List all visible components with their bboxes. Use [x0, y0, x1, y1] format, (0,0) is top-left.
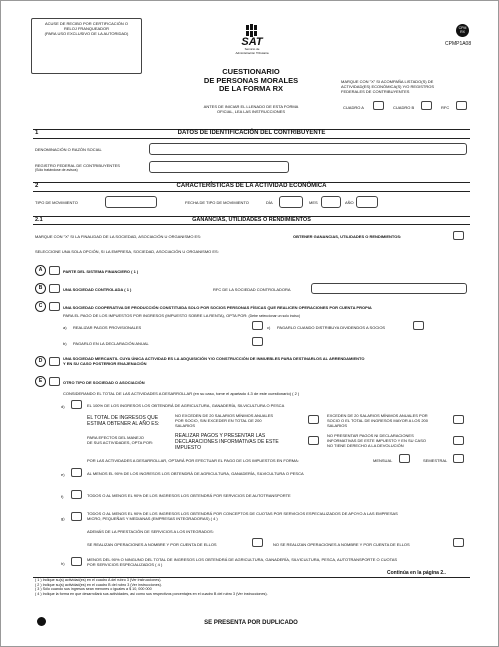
sub-d-exceden-checkbox[interactable] [453, 415, 464, 424]
section21-number: 2.1 [35, 217, 43, 223]
footer-duplicado: SE PRESENTA POR DUPLICADO [204, 620, 298, 626]
option-c-marker: C [35, 301, 46, 312]
section21-title: GANANCIAS, UTILIDADES O RENDIMIENTOS [192, 217, 311, 223]
ganancias-checkbox[interactable] [453, 231, 464, 240]
option-c-b-label: PAGARLO EN LA DECLARACIÓN ANUAL [73, 341, 149, 346]
sub-e-letter: e) [61, 472, 65, 477]
stamp-line2: RELOJ FRANQUEADOR [63, 26, 110, 31]
rfc-controladora-input[interactable] [311, 283, 467, 294]
mensual-checkbox[interactable] [399, 454, 410, 463]
footnote-4: ( 4 ) Indique la forma en que desarrollará sus actividades, así como sus respectivos porcentajes en el cuadro B del rubro 3 (Ver instrucciones). [35, 591, 268, 596]
mes-input[interactable] [321, 196, 341, 208]
option-c-checkbox[interactable] [49, 302, 60, 311]
mark-line3: FEDERALES DE CONTRIBUYENTES [341, 89, 410, 94]
dia-label: DÍA [266, 200, 273, 205]
footnotes [35, 578, 268, 596]
option-c-a-checkbox[interactable] [252, 321, 263, 330]
option-a-label: PARTE DEL SISTEMA FINANCIERO ( 1 ) [63, 269, 139, 274]
sub-d-noexceden1: NO EXCEDEN DE 20 SALARIOS MÍNIMOS ANUALES [175, 413, 274, 418]
sat-logo [232, 24, 272, 54]
cuadro-a-label: CUADRO A [343, 105, 364, 110]
rfc-input[interactable] [149, 161, 289, 173]
sub-d-exceden2: SOCIO O EL TOTAL DE INGRESOS MAYOR A LOS 200 [327, 418, 428, 423]
title-line3: DE LA FORMA RX [218, 84, 284, 93]
rfc-controladora-label: RFC DE LA SOCIEDAD CONTROLADORA [213, 287, 291, 292]
section2-number: 2 [35, 183, 39, 189]
sub-d-nopresentar1: NO PRESENTAR PAGOS NI DECLARACIONES [327, 433, 414, 438]
option-d-line2: Y EN SU CASO POSTERIOR ENAJENACIÓN [63, 361, 147, 366]
sub-d-exceden3: SALARIOS [327, 423, 348, 428]
rfc-field-label: REGISTRO FEDERAL DE CONTRIBUYENTES [35, 163, 120, 168]
option-c-label: UNA SOCIEDAD COOPERATIVA DE PRODUCCIÓN CONSTITUIDA SOLO POR SOCIOS PERSONAS FÍSICAS QUE REALICEN OPERACIONES POR CUENTA PROPIA [63, 305, 372, 310]
sub-d-nopresentar2: INFORMATIVAS DE ESTE IMPUESTO Y EN SU CASO [327, 438, 426, 443]
sub-h-line1: MENOS DEL 90% O NINGUNO DEL TOTAL DE INGRESOS LOS OBTENDRÁ DE AGRICULTURA, GANADERÍA, SILVICULTURA, PESCA, AUTOTRANSPORTE O CUOTAS [87, 557, 398, 562]
sub-d-realizar-checkbox[interactable] [308, 436, 319, 445]
semestral-checkbox[interactable] [453, 454, 464, 463]
rfc-field-note: (Sólo tratándose de avisos) [35, 168, 78, 172]
cuadro-b-checkbox[interactable] [421, 101, 432, 110]
dia-input[interactable] [279, 196, 303, 208]
option-e-marker: E [35, 376, 46, 387]
anio-input[interactable] [356, 196, 378, 208]
sub-d-label: EL 100% DE LOS INGRESOS LOS OBTENDRÁ DE AGRICULTURA, GANADERÍA, SILVICULTURA O PESCA [87, 403, 285, 408]
sub-d-noexceden-checkbox[interactable] [308, 415, 319, 424]
mensual-label: MENSUAL [373, 458, 393, 463]
footnote-1: ( 1 ) Indique su(s) actividad(es) en el cuadro A del rubro 3 (Ver instrucciones). [35, 578, 162, 582]
cuadro-b-label: CUADRO B [393, 105, 415, 110]
sub-d-realizar2: DECLARACIONES INFORMATIVAS DE ESTE [175, 439, 279, 445]
sub-d-checkbox[interactable] [71, 400, 82, 409]
finalidad-question: MARQUE CON "X" SI LA FINALIDAD DE LA SOCIEDAD, ASOCIACIÓN U ORGANISMO ES: [35, 234, 201, 239]
sub-d-efectos2: DE SUS ACTIVIDADES, OPTA POR: [87, 440, 153, 445]
sub-d-total2: ESTIMA OBTENER AL AÑO ES: [87, 421, 160, 427]
sub-h-checkbox[interactable] [71, 557, 82, 566]
title-line1: CUESTIONARIO [222, 67, 280, 76]
stamp-line1: ACUSE DE RECIBO POR CERTIFICACIÓN O [44, 21, 129, 26]
fecha-movimiento-label: FECHA DE TIPO DE MOVIMIENTO [185, 200, 249, 205]
section1-number: 1 [35, 130, 39, 136]
sub-g-no-label: NO SE REALIZAN OPERACIONES A NOMBRE Y POR CUENTA DE ELLOS [273, 542, 410, 547]
option-c-a-letter: a) [63, 325, 67, 330]
sub-h-letter: h) [61, 561, 65, 566]
sub-d-nopresentar3: NO TIENE DERECHO A LA DEVOLUCIÓN [327, 443, 404, 448]
sat-sub2: Administración Tributaria [235, 50, 269, 55]
denominacion-label: DENOMINACIÓN O RAZÓN SOCIAL [35, 147, 102, 152]
sub-f-letter: f) [61, 494, 64, 499]
sub-f-checkbox[interactable] [71, 490, 82, 499]
denominacion-input[interactable] [149, 143, 467, 155]
sat-logo-text: SAT [241, 36, 263, 48]
option-b-checkbox[interactable] [49, 284, 60, 293]
sub-g-no-checkbox[interactable] [453, 538, 464, 547]
footnote-2: ( 2 ) Indique su(s) actividad(es) en el cuadro B del rubro 3 (Ver instrucciones). [35, 582, 162, 587]
sat-sub1: Servicio de [244, 47, 260, 51]
mark-line2: ACTIVIDAD(ES) ECONÓMICA(S) Y/O REGISTROS [341, 84, 435, 89]
stamp-line3: (PARA USO EXCLUSIVO DE LA AUTORIDAD) [44, 31, 129, 36]
option-c-a-label: REALIZAR PAGOS PROVISIONALES [73, 325, 142, 330]
tipo-movimiento-label: TIPO DE MOVIMIENTO [35, 200, 78, 205]
mark-line1: MARQUE CON "X" SI ACOMPAÑA LISTADO(S) DE [341, 79, 434, 84]
semestral-label: SEMESTRAL [423, 458, 448, 463]
option-e-checkbox[interactable] [49, 377, 60, 386]
sub-d-realizar1: REALIZAR PAGOS Y PRESENTAR LAS [175, 433, 266, 439]
option-a-checkbox[interactable] [49, 266, 60, 275]
sub-d-letter: d) [61, 404, 65, 409]
sub-d-noexceden2: POR SOCIO, SIN EXCEDER EN TOTAL DE 200 [175, 418, 262, 423]
sub-g-line2: MICRO, PEQUEÑAS Y MEDIANAS (EMPRESAS INTEGRADORAS) ( 4 ) [87, 516, 218, 521]
option-d-line1: UNA SOCIEDAD MERCANTIL CUYA ÚNICA ACTIVIDAD ES LA ADQUISICIÓN Y/O CONSTRUCCIÓN DE INMUEBLES PARA DESTINARLOS AL ARRENDAMIENTO [63, 356, 365, 361]
form-code: CPMP1A08 [445, 41, 472, 47]
section2-title: CARACTERÍSTICAS DE LA ACTIVIDAD ECONÓMICA [176, 183, 327, 189]
option-e-considerando: CONSIDERANDO EL TOTAL DE LAS ACTIVIDADES A DESARROLLAR (en su caso, tome el apartado 4.3 de este cuestionario) ( 2 ) [63, 391, 300, 396]
sub-d-exceden1: EXCEDEN DE 20 SALARIOS MÍNIMOS ANUALES POR [327, 413, 428, 418]
cuadro-a-checkbox[interactable] [373, 101, 384, 110]
sub-d-noexceden3: SALARIOS [175, 423, 196, 428]
sub-d-realizar3: IMPUESTO [175, 445, 202, 451]
option-c-c-checkbox[interactable] [413, 321, 424, 330]
sub-f-label: TODOS O AL MENOS EL 90% DE LOS INGRESOS LOS OBTENDRÁ POR SERVICIOS DE AUTOTRANSPORTE [87, 493, 291, 498]
instructions-note2: OFICIAL, LEA LAS INSTRUCCIONES [216, 109, 286, 114]
anio-label: AÑO [345, 200, 354, 205]
sub-g-line1: TODOS O AL MENOS EL 90% DE LOS INGRESOS LOS OBTENDRÁ POR CONCEPTOS DE CUOTAS POR SERVICIOS ESPECIALIZADOS DE APOYO A LAS EMPRESAS [87, 511, 398, 516]
option-d-marker: D [35, 356, 46, 367]
instructions-note1: ANTES DE INICIAR EL LLENADO DE ESTA FORMA [203, 104, 299, 109]
cpm-badge-line2: RX [460, 30, 465, 34]
sub-g-si-checkbox[interactable] [252, 538, 263, 547]
option-c-b-letter: b) [63, 341, 67, 346]
sub-g-si-label: SE REALIZAN OPERACIONES A NOMBRE Y POR CUENTA DE ELLOS [87, 542, 217, 547]
option-e-label: OTRO TIPO DE SOCIEDAD O ASOCIACIÓN [63, 380, 145, 385]
rfc-label: RFC [441, 105, 450, 110]
cpm-badge-line1: CPM [458, 26, 467, 30]
rfc-checkbox[interactable] [456, 101, 467, 110]
footnote-3: ( 3 ) Sólo cuando sus ingresos sean menores o iguales a $ 10, 000 000 [35, 587, 152, 592]
continua-label: Continúa en la página 2.. [387, 570, 446, 576]
sub-h-line2: POR SERVICIOS ESPECIALIZADOS ( 4 ) [87, 562, 163, 567]
option-c-b-checkbox[interactable] [252, 337, 263, 346]
seleccione-instruction: SELECCIONE UNA SOLA OPCIÓN, SI LA EMPRESA, SOCIEDAD, ASOCIACIÓN U ORGANISMO ES: [35, 249, 219, 254]
finalidad-option: OBTENER GANANCIAS, UTILIDADES O RENDIMIENTOS: [293, 234, 402, 239]
option-d-checkbox[interactable] [49, 357, 60, 366]
sub-d-efectos1: PARA EFECTOS DEL MANEJO [87, 435, 144, 440]
option-b-label: UNA SOCIEDAD CONTROLADA ( 1 ) [63, 287, 132, 292]
section1-title: DATOS DE IDENTIFICACIÓN DEL CONTRIBUYENTE [177, 130, 326, 136]
sub-g-letter: g) [61, 516, 65, 521]
option-c-para: PARA EL PAGO DE LOS IMPUESTOS POR INGRESOS (IMPUESTO SOBRE LA RENTA), OPTA POR: [63, 313, 248, 318]
sub-d-pago-label: POR LAS ACTIVIDADES A DESARROLLAR, OPTARÁ POR EFECTUAR EL PAGO DE LOS IMPUESTOS EN FORMA: [87, 458, 299, 463]
option-b-marker: B [35, 283, 46, 294]
tipo-movimiento-input[interactable] [105, 196, 157, 208]
title-line2: DE PERSONAS MORALES [203, 75, 299, 85]
sub-d-nopresentar-checkbox[interactable] [453, 436, 464, 445]
option-c-c-letter: c) [267, 325, 271, 330]
sub-g-ademas: ADEMÁS DE LA PRESTACIÓN DE SERVICIOS A LOS INTEGRADOS: [87, 529, 214, 534]
sub-e-label: AL MENOS EL 90% DE LOS INGRESOS LOS OBTENDRÁ DE AGRICULTURA, GANADERÍA, SILVICULTURA O PESCA [87, 471, 304, 476]
sub-g-checkbox[interactable] [71, 512, 82, 521]
option-a-marker: A [35, 265, 46, 276]
sub-d-total1: EL TOTAL DE INGRESOS QUE [87, 415, 159, 421]
mes-label: MES [309, 200, 318, 205]
sub-e-checkbox[interactable] [71, 468, 82, 477]
option-c-select-note: (Debe seleccionar un solo inciso) [248, 314, 301, 318]
cpm-badge [456, 24, 469, 37]
registration-dot-icon [37, 617, 46, 626]
option-c-c-label: PAGARLO CUANDO DISTRIBUYA DIVIDENDOS A SOCIOS [277, 325, 386, 330]
